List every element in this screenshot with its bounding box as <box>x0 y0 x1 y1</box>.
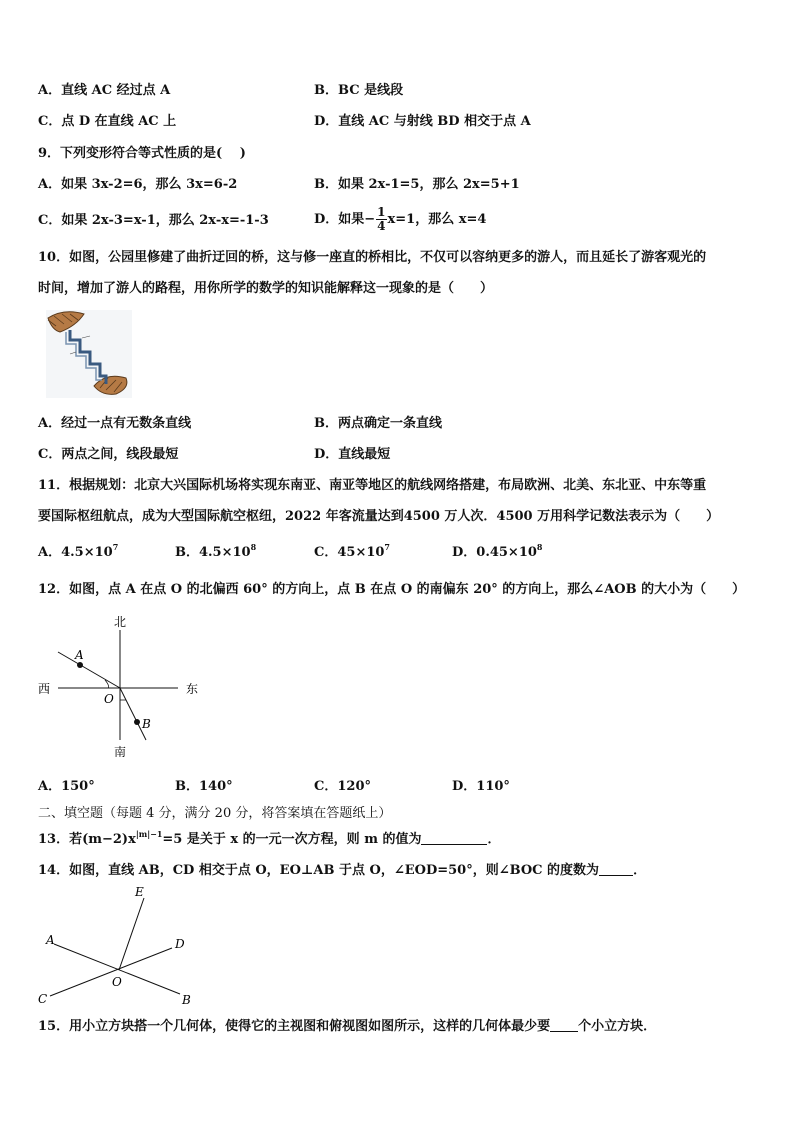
option-c-base: C．45×10 <box>314 545 385 560</box>
q12-option-a: A．150° <box>38 779 95 794</box>
intersecting-lines-figure <box>32 882 202 1010</box>
q9-stem: 9．下列变形符合等式性质的是( ) <box>38 146 246 161</box>
label-east: 东 <box>186 682 199 696</box>
q10-option-a: A．经过一点有无数条直线 <box>38 416 192 431</box>
option-d-exponent: 8 <box>536 542 543 552</box>
q11-option-d <box>452 544 543 562</box>
fraction-one-quarter <box>376 206 386 233</box>
q9-option-d-suffix: x=1，那么 x=4 <box>387 212 487 227</box>
q8-option-b: B．BC 是线段 <box>314 83 404 98</box>
option-a-base: A．4.5×10 <box>38 545 113 560</box>
label-west: 西 <box>38 682 51 696</box>
q9-option-d <box>314 204 486 236</box>
q13 <box>38 831 501 849</box>
line-cd <box>50 948 172 996</box>
point-a <box>77 662 83 668</box>
label-a: A <box>75 648 84 662</box>
q13-suffix: =5 是关于 x 的一元一次方程，则 m 的值为 <box>162 832 422 847</box>
q14-end: ． <box>633 863 647 878</box>
fraction-denominator: 4 <box>377 219 386 233</box>
label-b: B <box>182 993 191 1007</box>
q13-exponent: |m|−1 <box>135 829 163 839</box>
q11-stem-line2: 要国际枢纽航点，成为大型国际航空枢纽，2022 年客流量达到4500 万人次．4500 万用科学记数法表示为（ ） <box>38 509 720 524</box>
q15-answer-blank[interactable] <box>550 1019 578 1032</box>
q10-option-d: D．直线最短 <box>314 447 391 462</box>
q14-text: 14．如图，直线 AB，CD 相交于点 O，EO⊥AB 于点 O，∠EOD=50°，则∠BOC 的度数为 <box>38 863 600 878</box>
q9-option-b: B．如果 2x-1=5，那么 2x=5+1 <box>314 177 520 192</box>
q9-option-c: C．如果 2x-3=x-1，那么 2x-x=-1-3 <box>38 213 269 228</box>
q11-option-a <box>38 544 118 562</box>
label-north: 北 <box>114 615 127 629</box>
q11-stem-line1: 11．根据规划：北京大兴国际机场将实现东南亚、南亚等地区的航线网络搭建，布局欧洲、北美、东北亚、中东等重 <box>38 478 707 493</box>
q12-option-c: C．120° <box>314 779 371 794</box>
option-b-exponent: 8 <box>250 542 257 552</box>
q11-option-c <box>314 544 390 562</box>
q9-option-d-prefix: D．如果− <box>314 212 376 227</box>
zigzag-bridge-figure <box>46 310 132 398</box>
q10-stem-line2: 时间，增加了游人的路程，用你所学的数学的知识能解释这一现象的是（ ） <box>38 281 494 296</box>
section-heading: 二、填空题（每题 4 分，满分 20 分，将答案填在答题纸上） <box>38 806 392 821</box>
q10-stem-line1: 10．如图，公园里修建了曲折迂回的桥，这与修一座直的桥相比，不仅可以容纳更多的游人，而且延长了游客观光的 <box>38 250 707 265</box>
label-c: C <box>38 992 48 1006</box>
label-south: 南 <box>114 745 127 759</box>
q15-suffix: 个小立方块． <box>578 1019 657 1034</box>
ray-ob <box>120 688 146 740</box>
q15-prefix: 15．用小立方块搭一个几何体，使得它的主视图和俯视图如图所示，这样的几何体最少要 <box>38 1019 551 1034</box>
q8-option-c: C．点 D 在直线 AC 上 <box>38 114 177 129</box>
label-a: A <box>46 933 55 947</box>
option-b-base: B．4.5×10 <box>175 545 251 560</box>
q14 <box>38 862 646 880</box>
label-d: D <box>175 937 185 951</box>
fraction-numerator: 1 <box>377 205 386 219</box>
q11-option-b <box>175 544 256 562</box>
ray-oa <box>58 652 120 688</box>
q10-option-b: B．两点确定一条直线 <box>314 416 442 431</box>
q8-option-a: A．直线 AC 经过点 A <box>38 83 171 98</box>
option-c-exponent: 7 <box>384 542 390 552</box>
option-a-exponent: 7 <box>112 542 119 552</box>
q13-end: ． <box>487 832 501 847</box>
q15 <box>38 1018 656 1036</box>
q8-option-d: D．直线 AC 与射线 BD 相交于点 A <box>314 114 531 129</box>
q12-option-b: B．140° <box>175 779 233 794</box>
q10-option-c: C．两点之间，线段最短 <box>38 447 179 462</box>
label-o: O <box>104 692 114 706</box>
q13-prefix: 13．若(m−2)x <box>38 832 136 847</box>
q12-stem: 12．如图，点 A 在点 O 的北偏西 60° 的方向上，点 B 在点 O 的南偏东 20° 的方向上，那么∠AOB 的大小为（ ） <box>38 582 746 597</box>
q13-answer-blank[interactable] <box>421 832 487 845</box>
q12-option-d: D．110° <box>452 779 510 794</box>
label-b: B <box>142 717 151 731</box>
label-e: E <box>135 885 144 899</box>
label-o: O <box>112 975 122 989</box>
q14-answer-blank[interactable] <box>599 863 633 876</box>
ray-oe <box>119 898 144 970</box>
compass-direction-figure <box>30 610 220 765</box>
point-b <box>134 719 140 725</box>
q9-option-a: A．如果 3x-2=6，那么 3x=6-2 <box>38 177 238 192</box>
option-d-base: D．0.45×10 <box>452 545 537 560</box>
